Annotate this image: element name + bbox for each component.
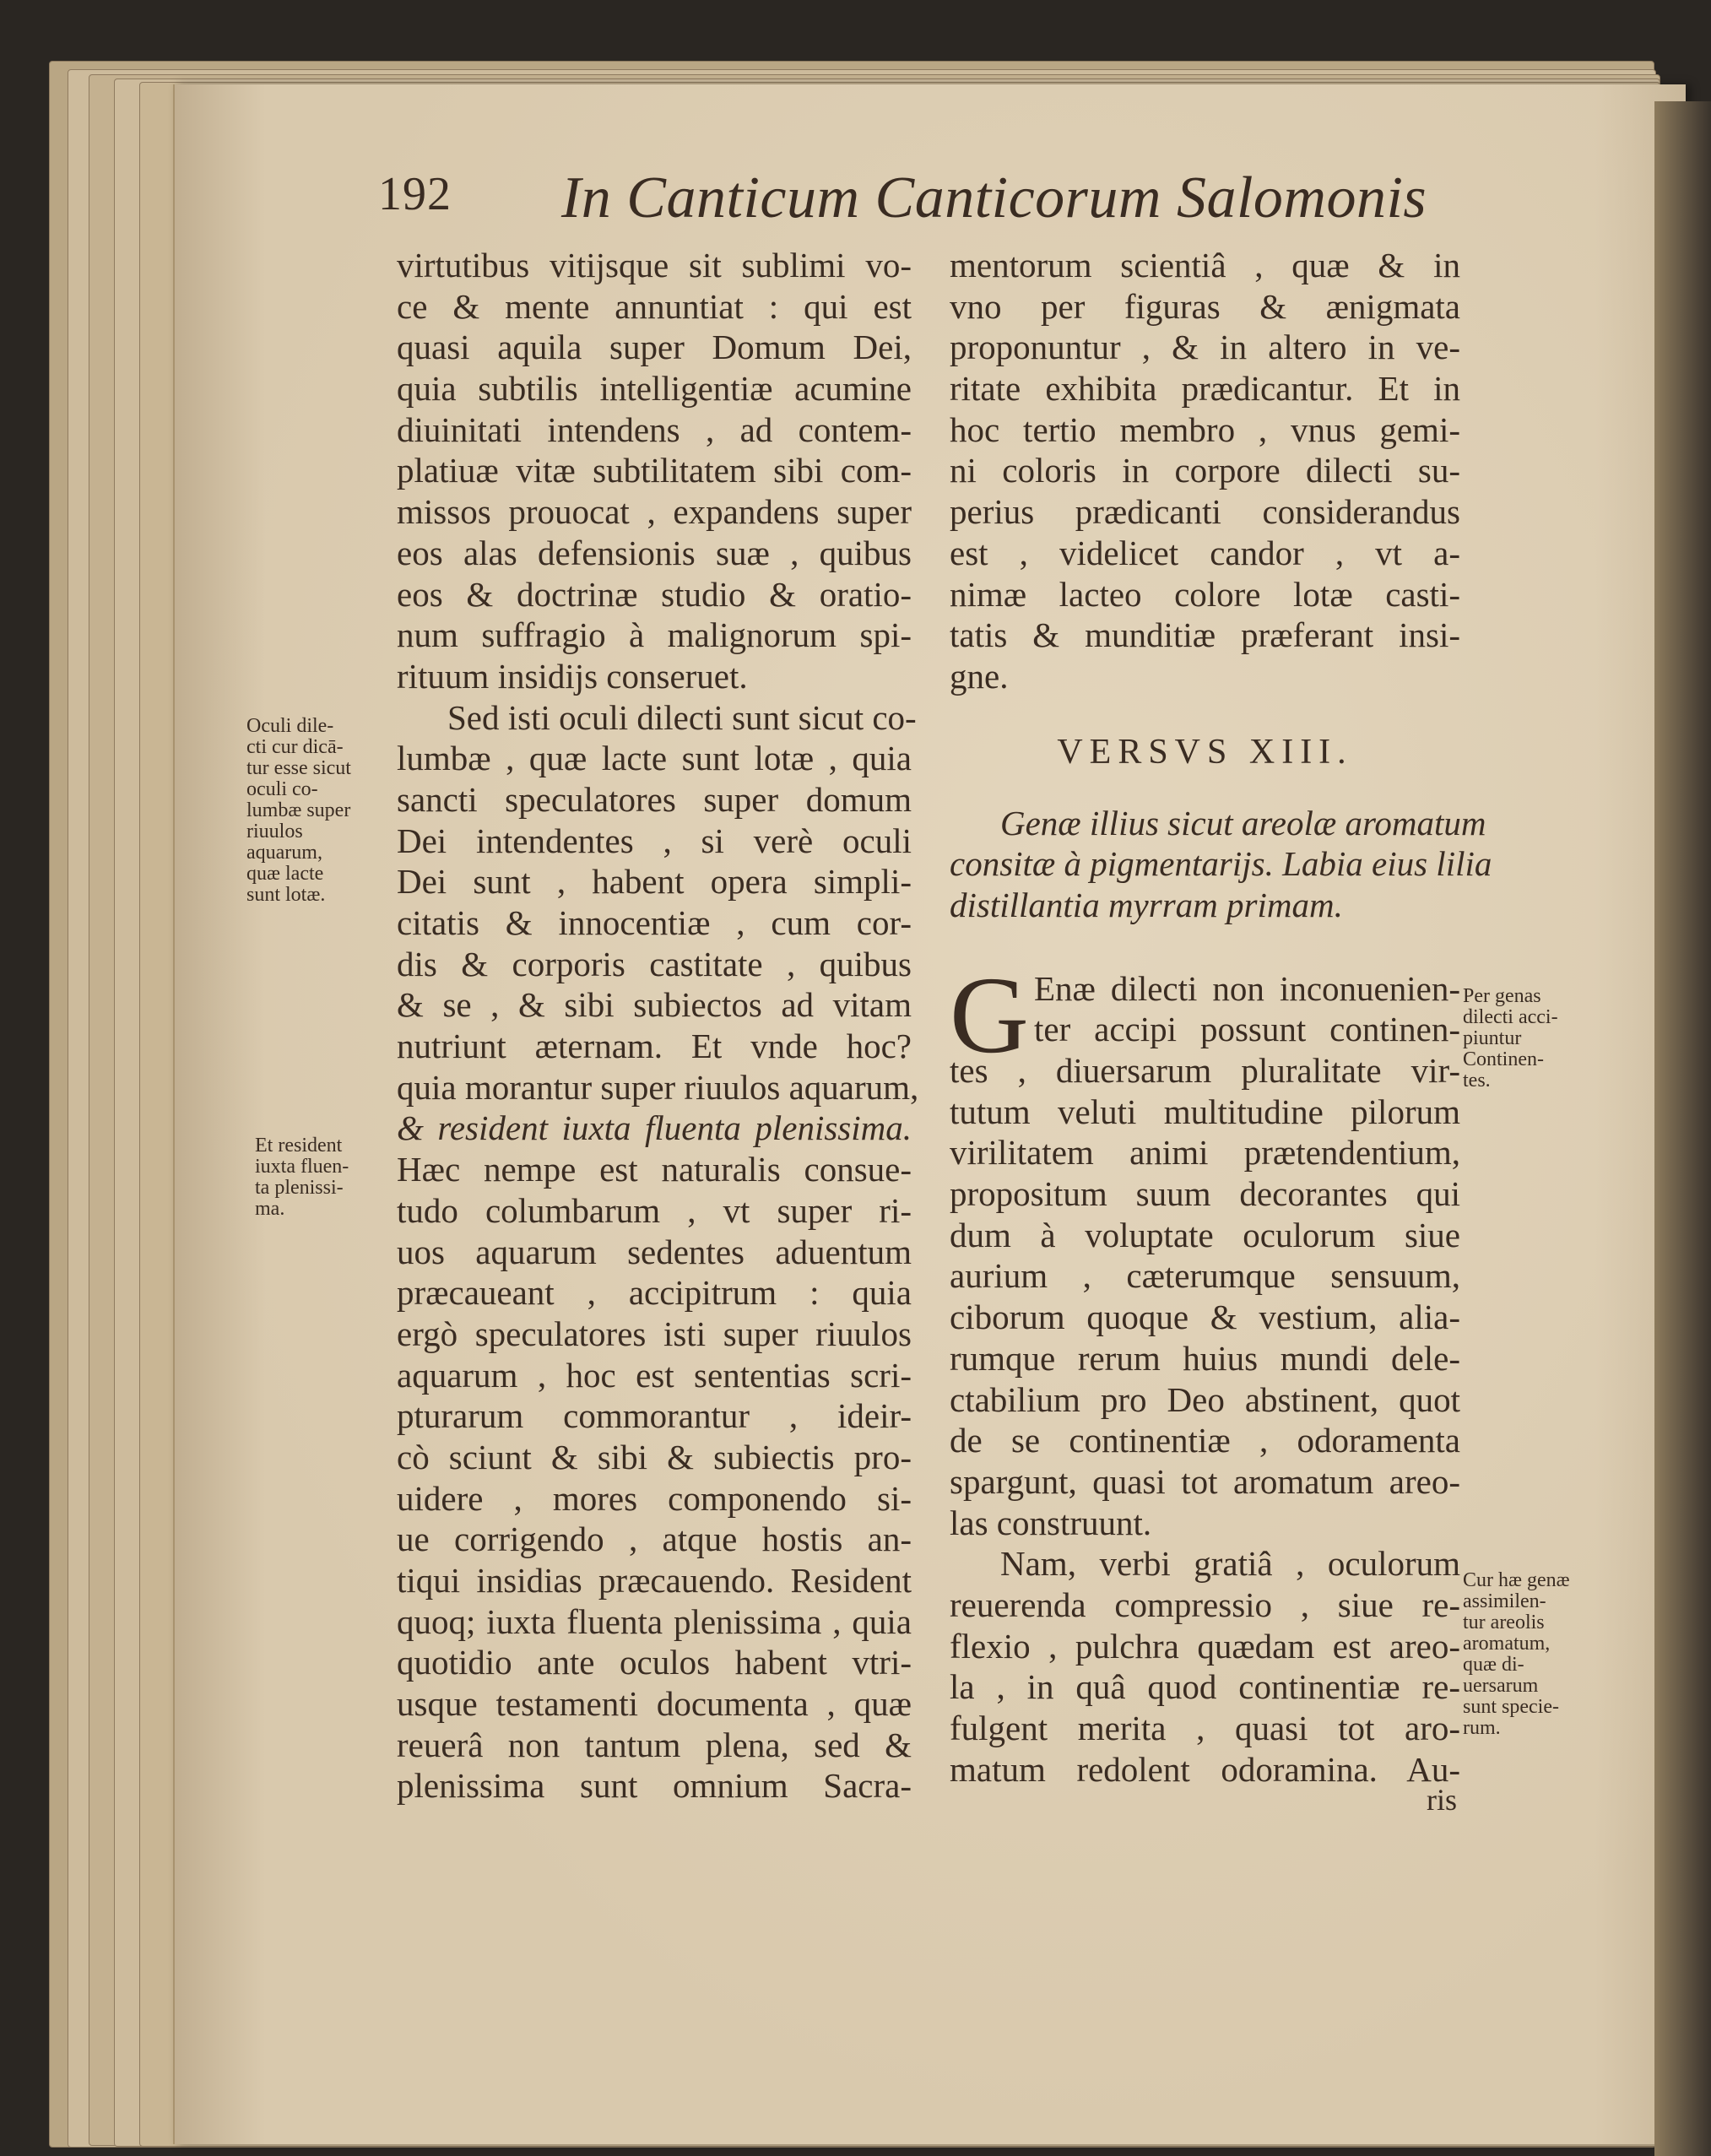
note-line: tur areolis xyxy=(1463,1612,1545,1633)
note-line: rum. xyxy=(1463,1717,1501,1739)
page-number: 192 xyxy=(378,168,452,220)
running-title: In Canticum Canticorum Salomonis xyxy=(561,165,1427,230)
verse-line: consitæ à pigmentarijs. Labia eius lilia xyxy=(950,844,1492,884)
note-line: ma. xyxy=(255,1198,285,1220)
note-line: riuulos xyxy=(246,821,303,842)
note-line: aromatum, xyxy=(1463,1633,1551,1655)
text-line: Dei intendentes , si verè oculi xyxy=(397,821,912,860)
text-line: aurium , cæterumque sensuum, xyxy=(950,1256,1460,1296)
text-line: lumbæ , quæ lacte sunt lotæ , quia xyxy=(397,739,912,778)
text-line: reuerâ non tantum plena, sed & xyxy=(397,1725,912,1764)
text-line: plenissima sunt omnium Sacra- xyxy=(397,1766,912,1806)
text-line: ni coloris in corpore dilecti su- xyxy=(950,451,1460,490)
text-line: las construunt. xyxy=(950,1503,1152,1542)
note-line: piuntur xyxy=(1463,1027,1522,1049)
text-line: dum à voluptate oculorum siue xyxy=(950,1215,1460,1254)
text-line: eos & doctrinæ studio & oratio- xyxy=(397,574,912,614)
note-line: Oculi dile- xyxy=(246,715,334,737)
text-line: quia subtilis intelligentiæ acumine xyxy=(397,369,912,409)
text-line: flexio , pulchra quædam est areo- xyxy=(950,1626,1460,1666)
text-line: Enæ dilecti non inconuenien- xyxy=(1034,968,1460,1008)
note-line: quæ di- xyxy=(1463,1654,1524,1676)
marginal-note-left xyxy=(246,716,398,906)
text-line: quoq; iuxta fluenta plenissima , quia xyxy=(397,1601,912,1641)
text-line: nimæ lacteo colore lotæ casti- xyxy=(950,574,1460,614)
text-line: tes , diuersarum pluralitate vir- xyxy=(950,1051,1460,1090)
text-line: rituum insidijs conseruet. xyxy=(397,656,748,696)
text-line: dis & corporis castitate , quibus xyxy=(397,944,912,983)
note-line: Cur hæ genæ xyxy=(1463,1569,1570,1591)
note-line: ta plenissi- xyxy=(255,1177,344,1199)
text-line: virtutibus vitijsque sit sublimi vo- xyxy=(397,246,912,284)
left-text-column xyxy=(397,245,919,1807)
text-line: num suffragio à malignorum spi- xyxy=(397,615,912,655)
text-line: Hæc nempe est naturalis consue- xyxy=(397,1150,912,1189)
text-line: uos aquarum sedentes aduentum xyxy=(397,1232,912,1271)
note-line: quæ lacte xyxy=(246,863,324,885)
text-line: la , in quâ quod continentiæ re- xyxy=(950,1667,1460,1707)
text-line: tudo columbarum , vt super ri- xyxy=(397,1190,912,1230)
note-line: sunt lotæ. xyxy=(246,884,326,906)
right-text-column xyxy=(950,245,1492,1790)
text-line: hoc tertio membro , vnus gemi- xyxy=(950,409,1460,449)
text-line: reuerenda compressio , siue re- xyxy=(950,1584,1460,1624)
note-line: dilecti acci- xyxy=(1463,1006,1558,1028)
book-gutter xyxy=(1654,101,1711,2156)
text-line: proponuntur , & in altero in ve- xyxy=(950,328,1460,367)
text-line: Sed isti oculi dilecti sunt sicut co- xyxy=(447,697,917,737)
marginal-note-left xyxy=(255,1135,398,1220)
text-line: citatis & innocentiæ , cum cor- xyxy=(397,903,912,942)
note-line: Et resident xyxy=(255,1135,343,1157)
note-line: aquarum, xyxy=(246,842,322,864)
text-line: ue corrigendo , atque hostis an- xyxy=(397,1519,912,1559)
text-line: tatis & munditiæ præferant insi- xyxy=(950,615,1460,655)
note-line: uersarum xyxy=(1463,1675,1539,1697)
text-line: tiqui insidias præcauendo. Resident xyxy=(397,1561,912,1600)
catchword-text: ris xyxy=(1427,1783,1457,1817)
text-line: usque testamenti documenta , quæ xyxy=(397,1684,912,1724)
text-line: quasi aquila super Domum Dei, xyxy=(397,328,912,367)
section-heading: VERSVS XIII. xyxy=(1057,732,1353,772)
note-line: iuxta fluen- xyxy=(255,1156,349,1178)
text-line: uidere , mores componendo si- xyxy=(397,1478,912,1518)
text-line: ctabilium pro Deo abstinent, quot xyxy=(950,1379,1460,1419)
text-line: spargunt, quasi tot aromatum areo- xyxy=(950,1461,1460,1501)
text-line: & resident iuxta fluenta plenissima. xyxy=(397,1108,912,1148)
note-line: cti cur dicā- xyxy=(246,736,344,758)
catchword xyxy=(1427,1783,1457,1817)
note-line: tes. xyxy=(1463,1070,1491,1092)
text-line: perius prædicanti considerandus xyxy=(950,492,1460,532)
text-line: gne. xyxy=(950,656,1009,696)
verse-line: distillantia myrram primam. xyxy=(950,885,1343,924)
text-line: tutum veluti multitudine pilorum xyxy=(950,1092,1460,1131)
text-line: ergò speculatores isti super riuulos xyxy=(397,1314,912,1353)
text-line: est , videlicet candor , vt a- xyxy=(950,533,1460,572)
text-line: fulgent merita , quasi tot aro- xyxy=(950,1709,1460,1747)
text-line: de se continentiæ , odoramenta xyxy=(950,1421,1460,1460)
text-line: cò sciunt & sibi & subiectis pro- xyxy=(397,1437,912,1476)
marginal-note-right xyxy=(1463,986,1606,1092)
note-line: tur esse sicut xyxy=(246,757,351,779)
note-line: Continen- xyxy=(1463,1048,1544,1070)
note-line: Per genas xyxy=(1463,985,1541,1007)
drop-cap: G xyxy=(950,954,1029,1076)
verse-quote xyxy=(950,803,1492,926)
note-line: assimilen- xyxy=(1463,1590,1546,1612)
note-line: sunt specie- xyxy=(1463,1696,1559,1718)
text-line: præcaueant , accipitrum : quia xyxy=(397,1273,912,1313)
text-line: matum redolent odoramina. Au- xyxy=(950,1749,1460,1789)
text-line: ce & mente annuntiat : qui est xyxy=(397,286,912,326)
text-line: virilitatem animi prætendentium, xyxy=(950,1133,1460,1173)
note-line: lumbæ super xyxy=(246,799,351,821)
text-line: rumque rerum huius mundi dele- xyxy=(950,1338,1460,1378)
text-line: ter accipi possunt continen- xyxy=(1034,1010,1460,1049)
text-line: ciborum quoque & vestium, alia- xyxy=(950,1297,1460,1337)
text-line: nutriunt æternam. Et vnde hoc? xyxy=(397,1027,912,1066)
text-line: quia morantur super riuulos aquarum, xyxy=(397,1067,919,1107)
text-line: aquarum , hoc est sententias scri- xyxy=(397,1355,912,1395)
text-line: mentorum scientiâ , quæ & in xyxy=(950,246,1460,284)
text-line: Nam, verbi gratiâ , oculorum xyxy=(1000,1544,1460,1584)
text-line: vno per figuras & ænigmata xyxy=(950,286,1460,326)
text-line: diuinitati intendens , ad contem- xyxy=(397,409,912,449)
text-line: missos prouocat , expandens super xyxy=(397,492,912,532)
text-line: pturarum commorantur , ideir- xyxy=(397,1396,912,1436)
text-line: ritate exhibita prædicantur. Et in xyxy=(950,369,1460,409)
text-line: quotidio ante oculos habent vtri- xyxy=(397,1643,912,1682)
marginal-note-right xyxy=(1463,1570,1615,1739)
text-line: propositum suum decorantes qui xyxy=(950,1174,1460,1214)
text-line: & se , & sibi subiectos ad vitam xyxy=(397,985,912,1025)
text-line: Dei sunt , habent opera simpli- xyxy=(397,862,912,902)
text-line: platiuæ vitæ subtilitatem sibi com- xyxy=(397,451,912,490)
note-line: oculi co- xyxy=(246,778,318,800)
text-line: sancti speculatores super domum xyxy=(397,779,912,819)
verse-line: Genæ illius sicut areolæ aromatum xyxy=(1000,803,1486,842)
text-line: eos alas defensionis suæ , quibus xyxy=(397,533,912,572)
